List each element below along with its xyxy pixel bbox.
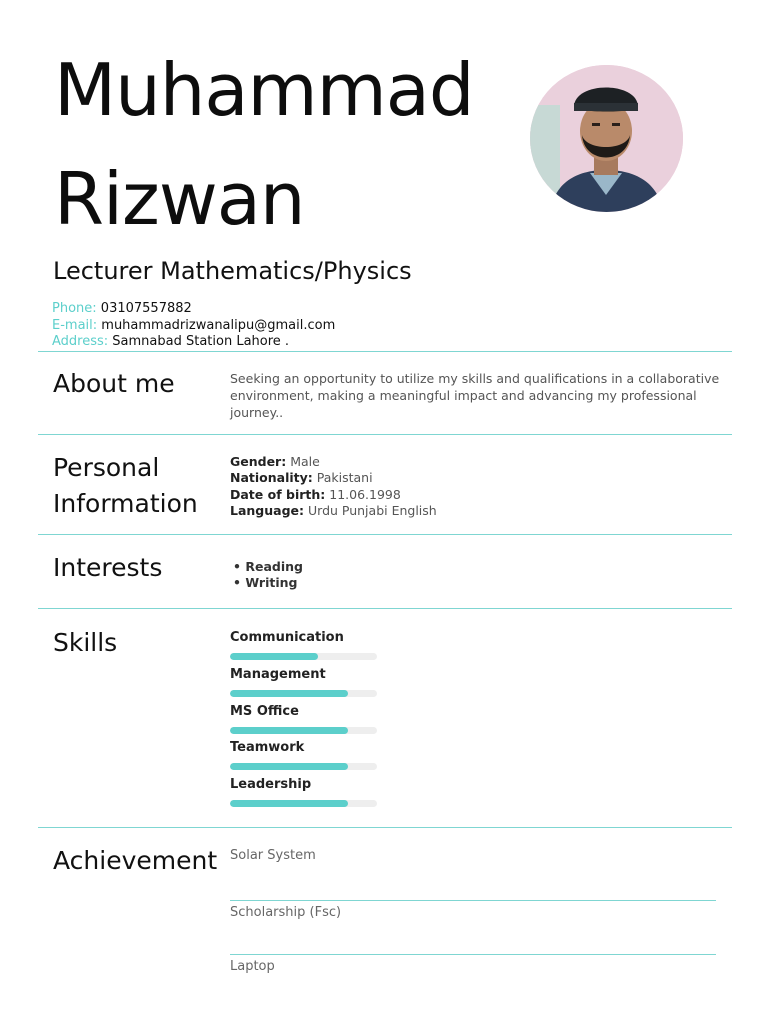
skill-bar <box>230 653 377 660</box>
dob-value: 11.06.1998 <box>329 487 401 502</box>
interest-item: • Writing <box>233 575 298 590</box>
interests-title: Interests <box>53 553 163 582</box>
achievement-title: Achievement <box>53 846 218 875</box>
dob-label: Date of birth: <box>230 487 326 502</box>
skill-bar <box>230 800 377 807</box>
skill-bar-fill <box>230 690 348 697</box>
achievement-item: Scholarship (Fsc) <box>230 905 342 920</box>
dob-row <box>230 487 401 503</box>
section-divider <box>38 608 732 609</box>
contact-phone <box>52 301 192 317</box>
gender-row <box>230 454 320 470</box>
first-name: Muhammad <box>54 48 474 132</box>
achievement-item: Laptop <box>230 959 275 974</box>
last-name: Rizwan <box>54 157 305 241</box>
nationality-row <box>230 470 373 486</box>
skill-bar <box>230 690 377 697</box>
skill-name: Teamwork <box>230 740 305 755</box>
skill-name: Leadership <box>230 777 312 792</box>
address-value: Samnabad Station Lahore . <box>112 334 290 349</box>
language-value: Urdu Punjabi English <box>308 503 437 518</box>
skill-bar-fill <box>230 800 348 807</box>
phone-label: Phone: <box>52 301 97 316</box>
interest-item: • Reading <box>233 559 303 574</box>
skill-bar <box>230 763 377 770</box>
section-divider <box>38 434 732 435</box>
skill-name: Communication <box>230 630 344 645</box>
about-text: Seeking an opportunity to utilize my skills and qualifications in a collaborative environment, making a meaningful impact and advancing my professional journey.. <box>230 371 720 420</box>
profile-photo <box>530 65 683 212</box>
section-divider <box>38 351 732 352</box>
contact-email <box>52 318 335 334</box>
language-row <box>230 503 437 519</box>
achievement-divider <box>230 900 716 901</box>
about-title: About me <box>53 369 175 398</box>
skill-name: Management <box>230 667 326 682</box>
contact-address <box>52 334 289 350</box>
skill-name: MS Office <box>230 704 299 719</box>
section-divider <box>38 534 732 535</box>
email-value: muhammadrizwanalipu@gmail.com <box>101 318 336 333</box>
nationality-label: Nationality: <box>230 470 313 485</box>
personal-title-line1: Personal <box>53 453 160 482</box>
address-label: Address: <box>52 334 109 349</box>
language-label: Language: <box>230 503 305 518</box>
section-divider <box>38 827 732 828</box>
phone-value: 03107557882 <box>100 301 192 316</box>
email-label: E-mail: <box>52 318 98 333</box>
skill-bar-fill <box>230 763 348 770</box>
job-title: Lecturer Mathematics/Physics <box>53 257 412 285</box>
skill-bar <box>230 727 377 734</box>
nationality-value: Pakistani <box>316 470 373 485</box>
skill-bar-fill <box>230 653 318 660</box>
gender-value: Male <box>290 454 320 469</box>
achievement-divider <box>230 954 716 955</box>
personal-title-line2: Information <box>53 489 198 518</box>
achievement-item: Solar System <box>230 848 316 863</box>
skill-bar-fill <box>230 727 348 734</box>
skills-title: Skills <box>53 628 118 657</box>
gender-label: Gender: <box>230 454 287 469</box>
